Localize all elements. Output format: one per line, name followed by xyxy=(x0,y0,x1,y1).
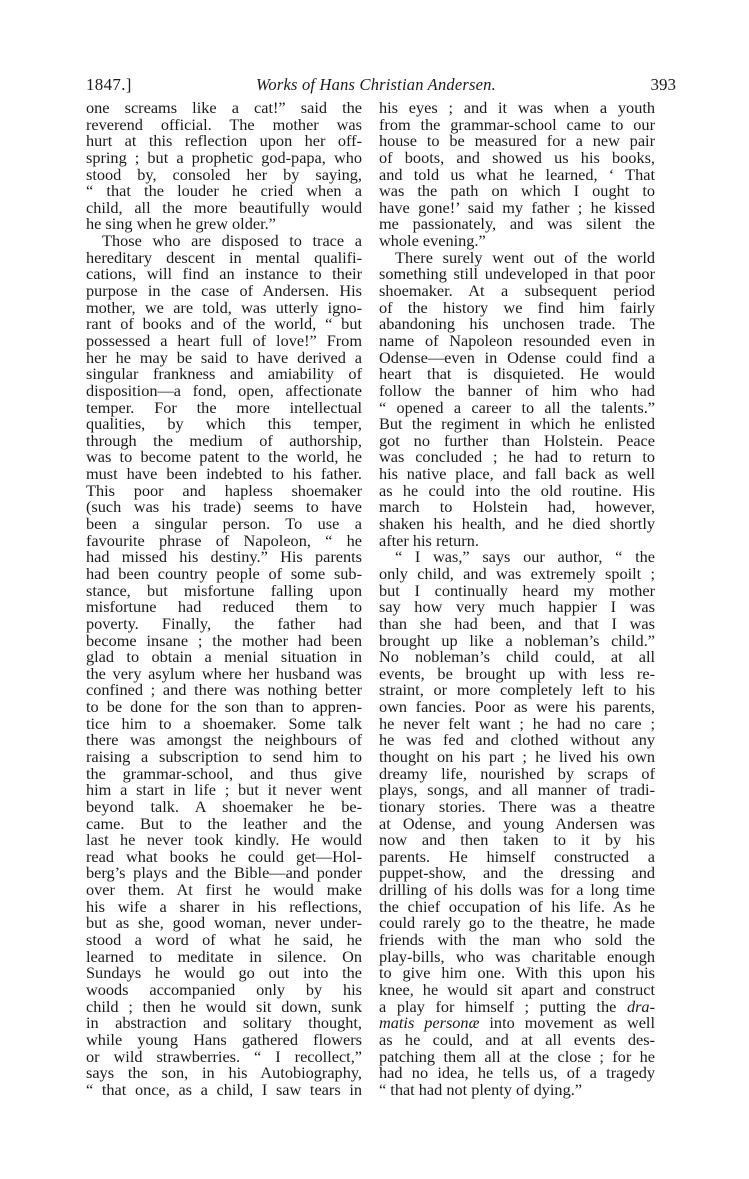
text-line: one screams like a cat!” said the xyxy=(86,98,362,117)
text-line: temper. For the more intellectual xyxy=(86,397,362,417)
text-line: to give him one. With this upon his xyxy=(379,963,655,983)
text-line: there was amongst the neighbours of xyxy=(86,730,362,750)
text-line: abandoning his unchosen trade. The xyxy=(379,314,655,334)
text-line: something still undeveloped in that poor xyxy=(379,264,655,284)
text-line: of the history we find him fairly xyxy=(379,297,655,317)
text-line: he sing when he grew older.” xyxy=(86,214,276,234)
text-line: thought on his part ; he lived his own xyxy=(379,746,655,766)
text-line: the grammar-school, and thus give xyxy=(86,763,362,783)
text-line: (such was his trade) seems to have xyxy=(86,497,362,517)
text-line: could rarely go to the theatre, he made xyxy=(379,913,655,933)
text-line: “ that once, as a child, I saw tears in xyxy=(86,1079,362,1099)
running-head-year: 1847.] xyxy=(86,75,132,94)
text-line: own fancies. Poor as were his parents, xyxy=(379,697,655,717)
italic-text: dra- xyxy=(626,996,655,1016)
text-line: been a singular person. To use a xyxy=(86,514,362,534)
text-line: tionary stories. There was a theatre xyxy=(379,796,655,816)
text-line: her he may be said to have derived a xyxy=(86,347,362,367)
running-head xyxy=(86,75,676,97)
text-line: a play for himself ; putting the dra- xyxy=(379,996,655,1016)
text-line: drilling of his dolls was for a long time xyxy=(379,880,655,900)
text-line: but as she, good woman, never under- xyxy=(86,913,362,933)
text-line: beyond talk. A shoemaker he be- xyxy=(86,796,362,816)
text-line: march to Holstein had, however, xyxy=(379,497,655,517)
text-line: become insane ; the mother had been xyxy=(86,630,362,650)
text-line: last he never took kindly. He would xyxy=(86,830,362,850)
text-line: through the medium of authorship, xyxy=(86,430,362,450)
text-line: to be done for the son than to appren- xyxy=(86,697,362,717)
text-line: must have been indebted to his father. xyxy=(86,464,362,484)
text-line: of boots, and showed us his books, xyxy=(379,147,655,167)
text-line: events, be brought up with less re- xyxy=(379,663,655,683)
text-line: but I continually heard my mother xyxy=(379,580,655,600)
text-line: whole evening.” xyxy=(379,231,486,251)
text-line: cations, will find an instance to their xyxy=(86,264,362,284)
text-line: berg’s plays and the Bible—and ponder xyxy=(86,863,362,883)
text-line: reverend official. The mother was xyxy=(86,114,362,134)
text-line: child, all the more beautifully would xyxy=(86,197,362,217)
text-line: him a start in life ; but it never went xyxy=(86,780,362,800)
text-line: had no idea, he tells us, of a tragedy xyxy=(379,1063,655,1083)
text-line: shoemaker. At a subsequent period xyxy=(379,281,655,301)
text-line: mother, we are told, was utterly igno- xyxy=(86,297,362,317)
text-line: over them. At first he would make xyxy=(86,880,362,900)
text-line: while young Hans gathered flowers xyxy=(86,1029,362,1049)
text-line: Sundays he would go out into the xyxy=(86,963,362,983)
text-line: misfortune had reduced them to xyxy=(86,597,362,617)
text-line: “ that the louder he cried when a xyxy=(86,181,362,201)
text-line: There surely went out of the world xyxy=(395,247,655,267)
text-line: No nobleman’s child could, at all xyxy=(379,647,655,667)
text-line: knee, he would sit apart and construct xyxy=(379,979,655,999)
text-line: in abstraction and solitary thought, xyxy=(86,1013,362,1033)
text-line: had been country people of some sub- xyxy=(86,563,362,583)
text-line: have gone!’ said my father ; he kissed xyxy=(379,197,655,217)
text-line: was concluded ; he had to return to xyxy=(379,447,655,467)
text-line: straint, or more completely left to his xyxy=(379,680,655,700)
text-line: say how very much happier I was xyxy=(379,597,655,617)
text-line: singular frankness and amiability of xyxy=(86,364,362,384)
text-line: hurt at this reflection upon her off- xyxy=(86,131,362,151)
text-line: than she had been, and that I was xyxy=(379,613,655,633)
text-column-right xyxy=(379,100,655,1098)
text-line: play-bills, who was charitable enough xyxy=(379,946,655,966)
page-number: 393 xyxy=(650,75,676,94)
text-line: poverty. Finally, the father had xyxy=(86,613,362,633)
text-line: Odense—even in Odense could find a xyxy=(379,347,655,367)
text-line: learned to meditate in silence. On xyxy=(86,946,362,966)
text-line: stood a word of what he said, he xyxy=(86,930,362,950)
text-line: he was fed and clothed without any xyxy=(379,730,655,750)
text-line: rant of books and of the world, “ but xyxy=(86,314,362,334)
text-line: he never felt want ; he had no care ; xyxy=(379,713,655,733)
text-line: possessed a heart full of love!” From xyxy=(86,330,362,350)
text-line: me passionately, and was silent the xyxy=(379,214,655,234)
text-line: the chief occupation of his life. As he xyxy=(379,896,655,916)
text-line: as he could, and at all events des- xyxy=(379,1029,655,1049)
text-line: “ that had not plenty of dying.” xyxy=(379,1079,583,1099)
text-line: disposition—a fond, open, affectionate xyxy=(86,380,362,400)
text-line: or wild strawberries. “ I recollect,” xyxy=(86,1046,362,1066)
text-line: only child, and was extremely spoilt ; xyxy=(379,563,655,583)
text-line: child ; then he would sit down, sunk xyxy=(86,996,362,1016)
text-line: was the path on which I ought to xyxy=(379,181,655,201)
text-line: brought up like a nobleman’s child.” xyxy=(379,630,655,650)
text-line: spring ; but a prophetic god-papa, who xyxy=(86,147,362,167)
text-line: came. But to the leather and the xyxy=(86,813,362,833)
text-line: his eyes ; and it was when a youth xyxy=(379,98,655,117)
text-line: his wife a sharer in his reflections, xyxy=(86,896,362,916)
text-line: house to be measured for a new pair xyxy=(379,131,655,151)
text-line: “ opened a career to all the talents.” xyxy=(379,397,655,417)
text-line: dreamy life, nourished by scraps of xyxy=(379,763,655,783)
text-line: plays, songs, and all manner of tradi- xyxy=(379,780,655,800)
text-line: glad to obtain a menial situation in xyxy=(86,647,362,667)
text-line: and told us what he learned, ‘ That xyxy=(379,164,655,184)
text-line: after his return. xyxy=(379,530,479,550)
text-line: at Odense, and young Andersen was xyxy=(379,813,655,833)
text-line: But the regiment in which he enlisted xyxy=(379,414,655,434)
text-line: from the grammar-school came to our xyxy=(379,114,655,134)
text-line: name of Napoleon resounded even in xyxy=(379,330,655,350)
text-line: patching them all at the close ; for he xyxy=(379,1046,655,1066)
text-line: favourite phrase of Napoleon, “ he xyxy=(86,530,362,550)
text-line: shaken his health, and he died shortly xyxy=(379,514,655,534)
text-line: hereditary descent in mental qualifi- xyxy=(86,247,362,267)
text-line: says the son, in his Autobiography, xyxy=(86,1063,362,1083)
text-line: the very asylum where her husband was xyxy=(86,663,362,683)
text-line: now and then taken to it by his xyxy=(379,830,655,850)
italic-text: matis personæ xyxy=(379,1013,480,1033)
text-line: tice him to a shoemaker. Some talk xyxy=(86,713,362,733)
text-line: matis personæ into movement as well xyxy=(379,1013,655,1033)
text-line: his native place, and fall back as well xyxy=(379,464,655,484)
text-line: qualities, by which this temper, xyxy=(86,414,362,434)
text-line: heart that is disquieted. He would xyxy=(379,364,655,384)
text-line: puppet-show, and the dressing and xyxy=(379,863,655,883)
text-line: “ I was,” says our author, “ the xyxy=(395,547,655,567)
text-line: stood by, consoled her by saying, xyxy=(86,164,362,184)
text-line: friends with the man who sold the xyxy=(379,930,655,950)
text-line: purpose in the case of Andersen. His xyxy=(86,281,362,301)
text-line: confined ; and there was nothing better xyxy=(86,680,362,700)
text-column-left xyxy=(86,100,362,1098)
text-line: parents. He himself constructed a xyxy=(379,846,655,866)
text-line: woods accompanied only by his xyxy=(86,979,362,999)
text-line: read what books he could get—Hol- xyxy=(86,846,362,866)
text-line: got no further than Holstein. Peace xyxy=(379,430,655,450)
text-line: This poor and hapless shoemaker xyxy=(86,480,362,500)
text-line: stance, but misfortune falling upon xyxy=(86,580,362,600)
text-line: as he could into the old routine. His xyxy=(379,480,655,500)
text-line: Those who are disposed to trace a xyxy=(102,231,362,251)
text-line: had missed his destiny.” His parents xyxy=(86,547,362,567)
text-line: was to become patent to the world, he xyxy=(86,447,362,467)
text-line: follow the banner of him who had xyxy=(379,380,655,400)
running-head-title: Works of Hans Christian Andersen. xyxy=(256,75,496,94)
text-line: raising a subscription to send him to xyxy=(86,746,362,766)
